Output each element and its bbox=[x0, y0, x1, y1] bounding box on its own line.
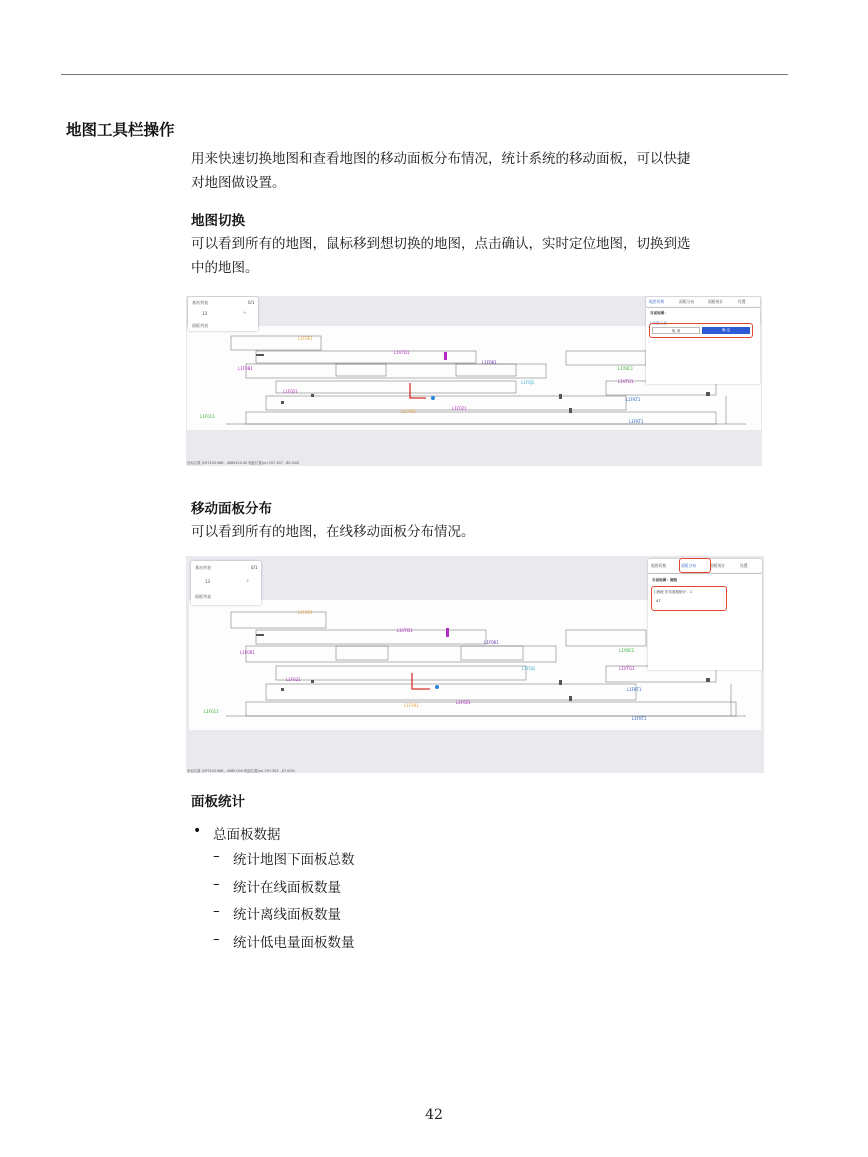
map-label: L1F0E1 bbox=[298, 610, 313, 615]
station-list-title[interactable]: 基站列表 bbox=[195, 565, 211, 570]
highlight-box bbox=[651, 586, 727, 611]
panel-list-title[interactable]: 面板列表 bbox=[192, 323, 208, 328]
station-item[interactable]: 13 bbox=[202, 311, 208, 316]
station-count: 0/1 bbox=[248, 300, 255, 305]
locate-icon[interactable]: ✧ bbox=[246, 578, 250, 583]
map-switch-dropdown bbox=[646, 308, 760, 384]
tab-settings[interactable]: 设置 bbox=[740, 563, 748, 568]
map-label: L1F011 bbox=[200, 414, 215, 419]
panel-list-title[interactable]: 面板列表 bbox=[195, 594, 211, 599]
intro-line-1: 用来快速切换地图和查看地图的移动面板分布情况，统计系统的移动面板，可以快捷 bbox=[191, 151, 691, 167]
map-label: L1F021 bbox=[286, 677, 301, 682]
page-number: 42 bbox=[425, 1107, 443, 1123]
header-rule bbox=[61, 74, 788, 75]
dropdown-map-item[interactable]: | 测流 在线面板统计：1 bbox=[654, 590, 693, 594]
map-label: L1VTG1 bbox=[619, 666, 635, 671]
map-label: L1VTD1 bbox=[394, 350, 410, 355]
tab-panel-stats[interactable]: 面板统计 bbox=[710, 563, 726, 568]
map-switch-line-1: 可以看到所有的地图，鼠标移到想切换的地图，点击确认，实时定位地图，切换到选 bbox=[191, 236, 691, 252]
map-toolbar bbox=[646, 297, 760, 307]
dropdown-sub-item: 47 bbox=[656, 599, 661, 603]
map-label: L1FKT1 bbox=[632, 716, 647, 721]
map-switch-screenshot bbox=[186, 296, 762, 466]
map-label: L1YBC1 bbox=[619, 648, 635, 653]
map-label: L1FKT1 bbox=[626, 397, 641, 402]
station-list-panel bbox=[191, 561, 261, 605]
tab-map-switch[interactable]: 地图切换 bbox=[649, 299, 665, 304]
map-switch-heading: 地图切换 bbox=[191, 213, 245, 229]
station-list-panel bbox=[188, 297, 258, 331]
panel-distribution-screenshot bbox=[186, 556, 764, 773]
station-item[interactable]: 13 bbox=[205, 579, 211, 584]
dropdown-map-item[interactable]: | 沙盘工业 bbox=[650, 321, 667, 325]
tab-panel-distribution[interactable]: 面板分布 bbox=[679, 299, 695, 304]
stat-item: 统计在线面板数量 bbox=[233, 880, 341, 896]
intro-line-2: 对地图做设置。 bbox=[191, 175, 286, 191]
map-label: L1F021 bbox=[456, 700, 471, 705]
dash-icon: – bbox=[213, 876, 220, 892]
confirm-button[interactable]: 确 定 bbox=[702, 327, 750, 334]
map-label: L1FKT1 bbox=[629, 419, 644, 424]
stat-item: 统计离线面板数量 bbox=[233, 907, 341, 923]
dash-icon: – bbox=[213, 848, 220, 864]
dropdown-title: 当前地图： bbox=[650, 311, 668, 315]
map-label: L1F0B1 bbox=[238, 366, 253, 371]
stat-item: 统计低电量面板数量 bbox=[233, 935, 355, 951]
highlight-box bbox=[649, 323, 753, 338]
map-label: L1F061 bbox=[484, 640, 499, 645]
map-label: L1F0J1 bbox=[521, 380, 535, 385]
panel-distribution-heading: 移动面板分布 bbox=[191, 501, 272, 517]
map-label: L1F011 bbox=[204, 709, 219, 714]
map-label: L1F061 bbox=[482, 360, 497, 365]
tab-panel-stats[interactable]: 面板统计 bbox=[708, 299, 724, 304]
station-list-title[interactable]: 基站列表 bbox=[192, 300, 208, 305]
panel-stats-heading: 面板统计 bbox=[191, 794, 245, 810]
tab-panel-distribution[interactable]: 面板分布 bbox=[681, 563, 697, 568]
dash-icon: – bbox=[213, 931, 220, 947]
bullet-text: 总面板数据 bbox=[213, 827, 281, 843]
map-label: L1FV91 bbox=[401, 409, 416, 414]
map-label: L1YBC1 bbox=[618, 366, 634, 371]
section-title: 地图工具栏操作 bbox=[66, 121, 175, 139]
dropdown-title: 当前地图：测流 bbox=[652, 578, 678, 582]
tab-settings[interactable]: 设置 bbox=[738, 299, 746, 304]
map-label: L1F0E1 bbox=[298, 336, 313, 341]
station-count: 0/1 bbox=[251, 565, 258, 570]
cancel-button[interactable]: 取 消 bbox=[652, 327, 700, 334]
highlight-tab-box bbox=[679, 558, 711, 573]
tab-map-switch[interactable]: 地图切换 bbox=[651, 563, 667, 568]
panel-distribution-line-1: 可以看到所有的地图，在线移动面板分布情况。 bbox=[191, 524, 475, 540]
map-label: L1VTG1 bbox=[618, 379, 634, 384]
bullet-icon: • bbox=[193, 823, 202, 839]
dash-icon: – bbox=[213, 903, 220, 919]
locate-icon[interactable]: ✧ bbox=[243, 310, 247, 315]
map-label: L1F021 bbox=[452, 406, 467, 411]
map-label: L1FV91 bbox=[404, 703, 419, 708]
map-label: L1FKT1 bbox=[627, 687, 642, 692]
status-bar: 坐标位置 (297203.966 , 4085.000 相距位置(m) 297.302 , 87.005) bbox=[187, 769, 295, 773]
stat-item: 统计地图下面板总数 bbox=[233, 852, 355, 868]
map-label: L1F0B1 bbox=[240, 650, 255, 655]
map-label: L1VTD1 bbox=[397, 628, 413, 633]
map-switch-line-2: 中的地图。 bbox=[191, 260, 259, 276]
status-bar: 坐标位置 (297203.966 , 4085410.00 相距位置(m) 297.307 , 80.304) bbox=[187, 461, 300, 465]
map-label: L1F0J1 bbox=[522, 666, 536, 671]
map-label: L1F021 bbox=[283, 389, 298, 394]
